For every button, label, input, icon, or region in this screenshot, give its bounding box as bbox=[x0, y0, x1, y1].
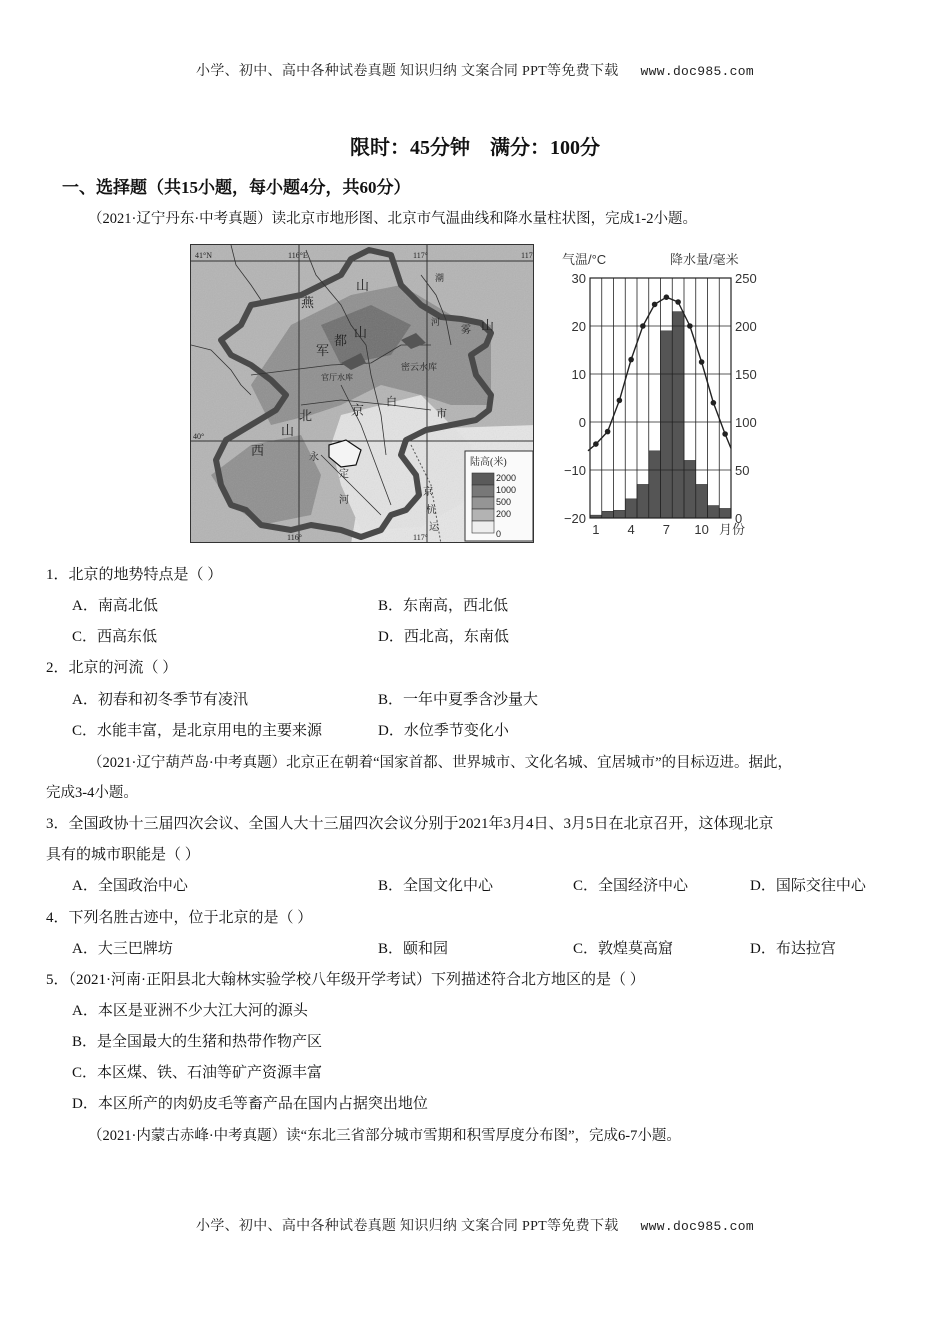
svg-text:20: 20 bbox=[571, 319, 586, 334]
svg-text:官厅水库: 官厅水库 bbox=[321, 373, 353, 382]
svg-text:军: 军 bbox=[316, 343, 330, 358]
question-2: 2．北京的河流（ ） bbox=[46, 660, 178, 676]
svg-text:京: 京 bbox=[351, 403, 365, 418]
question-4: 4．下列名胜古迹中，位于北京的是（ ） bbox=[46, 910, 313, 926]
q5-option-d[interactable]: D．本区所产的肉奶皮毛等畜产品在国内占据突出地位 bbox=[72, 1096, 428, 1112]
header-text: 小学、初中、高中各种试卷真题 知识归纳 文案合同 PPT等免费下载 bbox=[196, 64, 619, 79]
q1-option-d[interactable]: D．西北高，东南低 bbox=[378, 629, 509, 645]
svg-text:117: 117 bbox=[521, 251, 533, 260]
q2-option-d[interactable]: D．水位季节变化小 bbox=[378, 723, 509, 739]
lat-label-41n: 41°N bbox=[195, 251, 212, 260]
svg-text:500: 500 bbox=[496, 497, 512, 507]
question-5-stem: （2021·河南·正阳县北大翰林实验学校八年级开学考试）下列描述符合北方地区的是（ ） bbox=[68, 972, 645, 988]
climate-chart-graphic bbox=[558, 244, 768, 544]
svg-text:40°: 40° bbox=[193, 432, 205, 441]
svg-text:永: 永 bbox=[309, 452, 319, 463]
q4-option-c[interactable]: C．敦煌莫高窟 bbox=[573, 941, 674, 957]
footer-url[interactable]: www.doc985.com bbox=[640, 1219, 754, 1234]
svg-text:雾: 雾 bbox=[461, 325, 471, 336]
svg-text:250: 250 bbox=[735, 271, 757, 286]
svg-text:燕: 燕 bbox=[301, 295, 315, 310]
exam-title bbox=[0, 131, 950, 160]
svg-text:50: 50 bbox=[735, 463, 750, 478]
svg-text:山: 山 bbox=[281, 423, 295, 438]
svg-text:116°E: 116°E bbox=[288, 251, 308, 260]
q5-option-b[interactable]: B．是全国最大的生猪和热带作物产区 bbox=[72, 1034, 323, 1050]
q4-option-d[interactable]: D．布达拉宫 bbox=[750, 941, 836, 957]
q2-option-b[interactable]: B．一年中夏季含沙量大 bbox=[378, 692, 539, 708]
q1-option-a[interactable]: A．南高北低 bbox=[72, 598, 158, 614]
q2-option-c[interactable]: C．水能丰富，是北京用电的主要来源 bbox=[72, 723, 323, 739]
q5-option-a[interactable]: A．本区是亚洲不少大江大河的源头 bbox=[72, 1003, 308, 1019]
q2-option-a[interactable]: A．初春和初冬季节有凌汛 bbox=[72, 692, 248, 708]
q3-option-c[interactable]: C．全国经济中心 bbox=[573, 878, 689, 894]
question-1-stem: 北京的地势特点是（ ） bbox=[68, 567, 223, 583]
svg-text:10: 10 bbox=[694, 522, 709, 537]
svg-text:200: 200 bbox=[735, 319, 757, 334]
svg-text:密云水库: 密云水库 bbox=[401, 362, 438, 372]
time-limit: 限时：45分钟 bbox=[350, 137, 470, 159]
svg-text:陆高(米): 陆高(米) bbox=[470, 457, 507, 468]
svg-text:河: 河 bbox=[431, 317, 441, 327]
svg-text:北: 北 bbox=[299, 408, 313, 423]
svg-text:山: 山 bbox=[481, 318, 495, 333]
page-header bbox=[0, 60, 950, 80]
svg-text:潮: 潮 bbox=[435, 273, 445, 283]
svg-text:1000: 1000 bbox=[496, 485, 517, 495]
svg-text:杭: 杭 bbox=[426, 505, 436, 516]
header-url[interactable]: www.doc985.com bbox=[640, 64, 754, 79]
intro-q3-4-line1: （2021·辽宁葫芦岛·中考真题）北京正在朝着“国家首都、世界城市、文化名城、宜居城市”的目标迈进。据此， bbox=[88, 755, 793, 771]
question-3: 3．全国政协十三届四次会议、全国人大十三届四次会议分别于2021年3月4日、3月5日在北京召开，这体现北京 bbox=[46, 816, 774, 832]
svg-text:−10: −10 bbox=[563, 463, 586, 478]
section-heading: 一、选择题（共15小题，每小题4分，共60分） bbox=[62, 178, 411, 197]
svg-text:月份: 月份 bbox=[719, 522, 746, 537]
intro-q6-7: （2021·内蒙古赤峰·中考真题）读“东北三省部分城市雪期和积雪厚度分布图”，完成6-7小题。 bbox=[88, 1128, 681, 1144]
beijing-terrain-map bbox=[190, 244, 534, 543]
svg-text:降水量/毫米: 降水量/毫米 bbox=[670, 252, 739, 267]
svg-text:京: 京 bbox=[423, 487, 433, 498]
map-legend bbox=[465, 451, 533, 541]
q1-option-c[interactable]: C．西高东低 bbox=[72, 629, 158, 645]
svg-text:河: 河 bbox=[339, 495, 349, 506]
svg-text:运: 运 bbox=[429, 522, 439, 533]
page-footer bbox=[0, 1215, 950, 1235]
q4-option-a[interactable]: A．大三巴牌坊 bbox=[72, 941, 173, 957]
svg-text:0: 0 bbox=[496, 529, 502, 539]
q3-option-a[interactable]: A．全国政治中心 bbox=[72, 878, 188, 894]
question-5: 5．（2021·河南·正阳县北大翰林实验学校八年级开学考试）下列描述符合北方地区的是（ ） bbox=[46, 972, 645, 988]
terrain-map-graphic bbox=[191, 245, 534, 543]
svg-text:1: 1 bbox=[592, 522, 600, 537]
q5-option-c[interactable]: C．本区煤、铁、石油等矿产资源丰富 bbox=[72, 1065, 323, 1081]
svg-text:0: 0 bbox=[735, 511, 743, 526]
svg-text:2000: 2000 bbox=[496, 473, 517, 483]
question-3-stem-line1: 全国政协十三届四次会议、全国人大十三届四次会议分别于2021年3月4日、3月5日在北京召开，这体现北京 bbox=[68, 816, 774, 832]
q4-option-b[interactable]: B．颐和园 bbox=[378, 941, 449, 957]
svg-text:150: 150 bbox=[735, 367, 757, 382]
intro-q1-2: （2021·辽宁丹东·中考真题）读北京市地形图、北京市气温曲线和降水量柱状图，完成1-2小题。 bbox=[88, 211, 697, 227]
q1-option-b[interactable]: B．东南高，西北低 bbox=[378, 598, 509, 614]
svg-text:都: 都 bbox=[334, 333, 348, 348]
svg-text:10: 10 bbox=[571, 367, 586, 382]
svg-text:116°: 116° bbox=[287, 533, 302, 542]
svg-text:30: 30 bbox=[571, 271, 586, 286]
svg-text:−20: −20 bbox=[563, 511, 586, 526]
full-score: 满分：100分 bbox=[490, 137, 600, 159]
question-4-stem: 下列名胜古迹中，位于北京的是（ ） bbox=[68, 910, 313, 926]
svg-text:117°: 117° bbox=[413, 251, 428, 260]
svg-text:7: 7 bbox=[662, 522, 670, 537]
question-1: 1．北京的地势特点是（ ） bbox=[46, 567, 223, 583]
footer-text: 小学、初中、高中各种试卷真题 知识归纳 文案合同 PPT等免费下载 bbox=[196, 1219, 619, 1234]
svg-text:0: 0 bbox=[578, 415, 586, 430]
svg-text:4: 4 bbox=[627, 522, 635, 537]
svg-text:定: 定 bbox=[339, 469, 349, 480]
svg-text:117°: 117° bbox=[413, 533, 428, 542]
question-2-stem: 北京的河流（ ） bbox=[68, 660, 178, 676]
svg-text:气温/°C: 气温/°C bbox=[562, 252, 607, 267]
question-3-stem-line2: 具有的城市职能是（ ） bbox=[46, 847, 200, 863]
q3-option-b[interactable]: B．全国文化中心 bbox=[378, 878, 494, 894]
svg-text:山: 山 bbox=[356, 278, 370, 293]
svg-text:100: 100 bbox=[735, 415, 757, 430]
beijing-climate-chart bbox=[558, 244, 768, 544]
intro-q3-4-line2: 完成3-4小题。 bbox=[46, 785, 138, 801]
q3-option-d[interactable]: D．国际交往中心 bbox=[750, 878, 866, 894]
svg-text:山: 山 bbox=[354, 325, 368, 340]
svg-text:市: 市 bbox=[436, 408, 447, 420]
svg-text:西: 西 bbox=[251, 443, 265, 458]
svg-text:白: 白 bbox=[386, 396, 397, 408]
svg-text:200: 200 bbox=[496, 509, 512, 519]
